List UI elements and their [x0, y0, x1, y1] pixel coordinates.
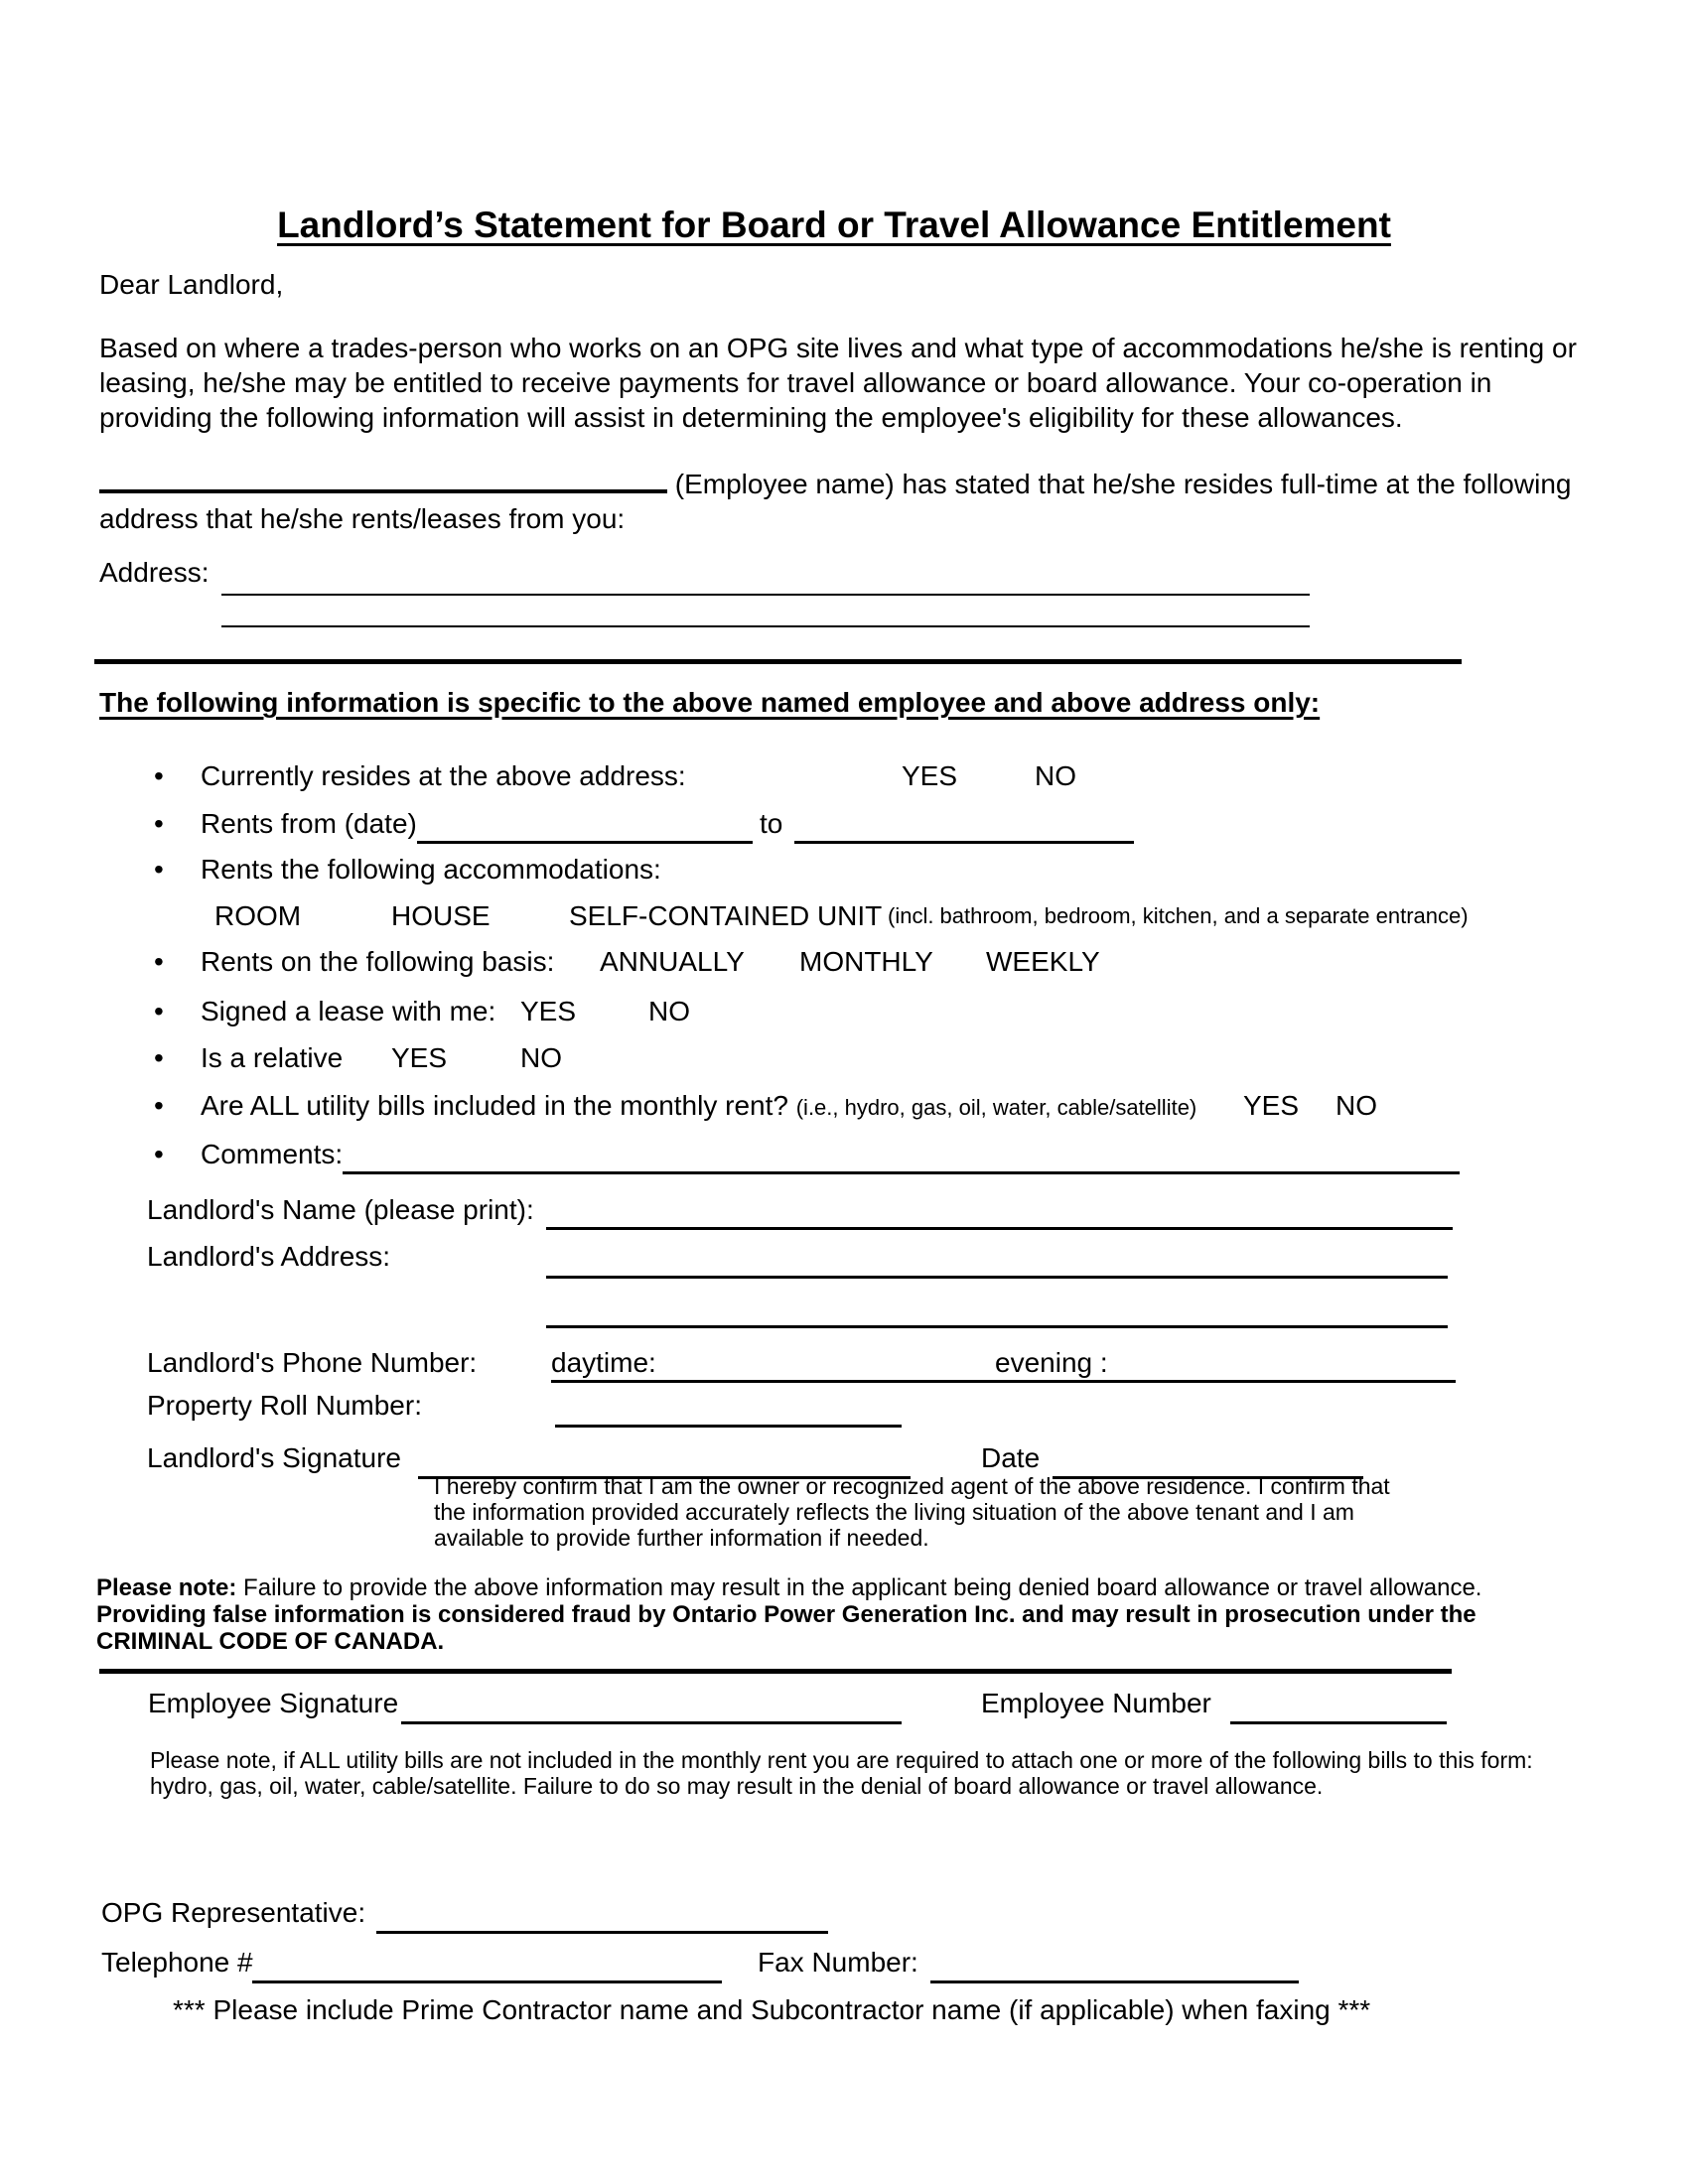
salutation: Dear Landlord, [99, 269, 284, 300]
self-contained-option[interactable]: SELF-CONTAINED UNIT [569, 900, 883, 931]
lease-yes-option[interactable]: YES [520, 996, 577, 1026]
faxing-note: *** Please include Prime Contractor name and Subcontractor name (if applicable) when faxing *** [173, 1994, 1371, 2025]
please-note-paragraph [96, 1574, 1564, 1655]
daytime-label: daytime: [551, 1347, 656, 1378]
rents-to-label: to [760, 808, 783, 839]
landlord-name-field[interactable] [546, 1227, 1453, 1230]
opg-representative-field[interactable] [376, 1931, 828, 1934]
landlord-address-label: Landlord's Address: [147, 1241, 391, 1272]
employee-name-field[interactable] [99, 489, 667, 493]
relative-no-option[interactable]: NO [520, 1042, 562, 1073]
basis-label: Rents on the following basis: [201, 946, 555, 977]
lease-no-option[interactable]: NO [648, 996, 690, 1026]
section-divider-bottom [99, 1669, 1452, 1674]
landlord-signature-label: Landlord's Signature [147, 1442, 401, 1473]
property-roll-field[interactable] [555, 1425, 902, 1428]
employee-number-label: Employee Number [981, 1688, 1211, 1718]
evening-phone-field[interactable] [995, 1380, 1456, 1383]
accommodations-label: Rents the following accommodations: [201, 854, 661, 885]
address-label: Address: [99, 557, 210, 588]
address-line-1-field[interactable] [221, 594, 1310, 596]
bullet-icon: • [154, 808, 164, 839]
please-note-regular: Failure to provide the above information may result in the applicant being denied board allowance or travel allowance. [236, 1574, 1482, 1601]
house-option[interactable]: HOUSE [391, 900, 491, 931]
telephone-label: Telephone # [101, 1947, 253, 1978]
self-contained-note: (incl. bathroom, bedroom, kitchen, and a separate entrance) [888, 903, 1469, 928]
please-note-bold-warning: Providing false information is considered fraud by Ontario Power Generation Inc. and may result in prosecution under the CRIMINAL CODE OF CANADA. [96, 1601, 1477, 1655]
comments-field[interactable] [343, 1171, 1460, 1174]
bullet-icon: • [154, 1139, 164, 1169]
section-heading: The following information is specific to the above named employee and above address only: [99, 687, 1321, 718]
date-label: Date [981, 1442, 1041, 1473]
property-roll-label: Property Roll Number: [147, 1390, 422, 1421]
employee-statement-text: (Employee name) has stated that he/she resides full-time at the following address that he/she rents/leases from you: [99, 469, 1572, 534]
section-divider-top [94, 659, 1462, 664]
landlord-name-label: Landlord's Name (please print): [147, 1194, 534, 1225]
rents-from-label: Rents from (date) [201, 808, 417, 839]
relative-yes-option[interactable]: YES [391, 1042, 448, 1073]
confirmation-text: I hereby confirm that I am the owner or recognized agent of the above residence. I confirm that the information provided accurately reflects the living situation of the above tenant and I am available to provide further information if needed. [434, 1473, 1390, 1551]
relative-label: Is a relative [201, 1042, 344, 1073]
address-line-2-field[interactable] [221, 625, 1310, 627]
weekly-option[interactable]: WEEKLY [986, 946, 1100, 977]
daytime-phone-field[interactable] [551, 1380, 999, 1383]
employee-number-field[interactable] [1230, 1721, 1447, 1724]
intro-paragraph: Based on where a trades-person who works on an OPG site lives and what type of accommodations he/she is renting or leasing, he/she may be entitled to receive payments for travel allowance or board allowance. Your co-operation in providing the following information will assist in determining the employee's eligibility for these allowances. [99, 333, 1577, 433]
utilities-note: (i.e., hydro, gas, oil, water, cable/satellite) [795, 1095, 1197, 1120]
comments-label: Comments: [201, 1139, 344, 1169]
utilities-yes-option[interactable]: YES [1243, 1090, 1300, 1121]
rents-from-date-field[interactable] [417, 841, 753, 844]
telephone-field[interactable] [252, 1980, 722, 1983]
annually-option[interactable]: ANNUALLY [600, 946, 745, 977]
landlord-address-line-1-field[interactable] [546, 1276, 1448, 1279]
monthly-option[interactable]: MONTHLY [799, 946, 933, 977]
please-note-bold-lead: Please note: [96, 1574, 237, 1601]
employee-signature-label: Employee Signature [148, 1688, 399, 1718]
resides-yes-option[interactable]: YES [902, 760, 958, 791]
bullet-icon: • [154, 1042, 164, 1073]
lease-label: Signed a lease with me: [201, 996, 496, 1026]
landlord-phone-label: Landlord's Phone Number: [147, 1347, 478, 1378]
utilities-row [201, 1088, 1196, 1125]
evening-label: evening : [995, 1347, 1108, 1378]
utility-note-text: Please note, if ALL utility bills are not included in the monthly rent you are required to attach one or more of the following bills to this form: hydro, gas, oil, water, cable/satellite. Failure to do so may result in the denial of board allowance or travel allowance. [150, 1747, 1533, 1799]
resides-label: Currently resides at the above address: [201, 760, 686, 791]
room-option[interactable]: ROOM [214, 900, 302, 931]
bullet-icon: • [154, 946, 164, 977]
utilities-no-option[interactable]: NO [1336, 1090, 1377, 1121]
opg-representative-label: OPG Representative: [101, 1897, 366, 1928]
bullet-icon: • [154, 760, 164, 791]
employee-signature-field[interactable] [401, 1721, 902, 1724]
employee-statement-block [99, 467, 1581, 536]
bullet-icon: • [154, 1090, 164, 1121]
page-title: Landlord’s Statement for Board or Travel Allowance Entitlement [277, 205, 1391, 245]
resides-no-option[interactable]: NO [1035, 760, 1076, 791]
utilities-label: Are ALL utility bills included in the monthly rent? [201, 1090, 788, 1121]
rents-to-date-field[interactable] [794, 841, 1134, 844]
fax-number-label: Fax Number: [758, 1947, 918, 1978]
landlord-address-line-2-field[interactable] [546, 1325, 1448, 1328]
bullet-icon: • [154, 854, 164, 885]
bullet-icon: • [154, 996, 164, 1026]
fax-number-field[interactable] [930, 1980, 1299, 1983]
